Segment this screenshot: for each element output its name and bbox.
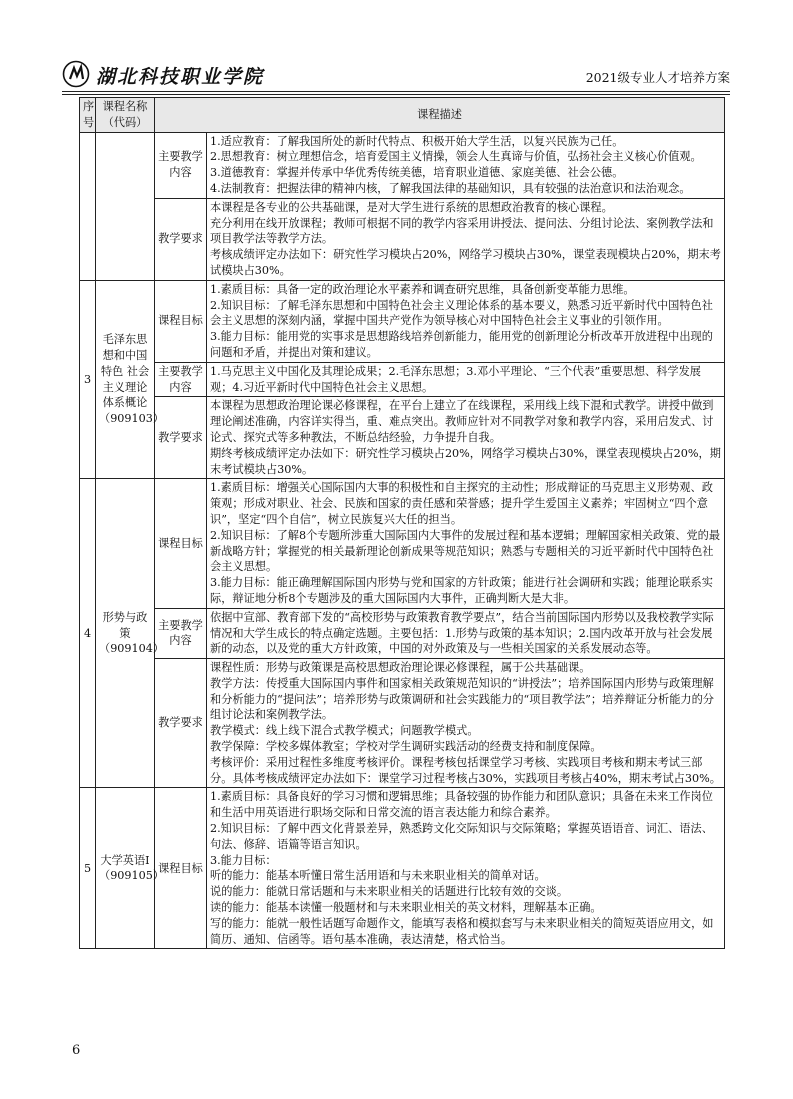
course-name	[96, 132, 155, 280]
description-line: 2.知识目标：了解毛泽东思想和中国特色社会主义理论体系的基本要义，熟悉习近平新时代中国特色社会主义思想的深刻内涵，掌握中国共产党作为领导核心对中国特色社会主义事业的引领作用。	[210, 298, 713, 328]
header-name: 课程名称（代码）	[96, 98, 155, 133]
row-number: 3	[80, 280, 96, 479]
table-row	[80, 479, 725, 608]
table-row	[80, 280, 725, 362]
header-rule	[62, 91, 730, 92]
description-line: 本课程是各专业的公共基础课，是对大学生进行系统的思想政治教育的核心课程。	[210, 200, 613, 214]
section-description	[207, 788, 725, 949]
description-line: 依据中宣部、教育部下发的“高校形势与政策教育教学要点”，结合当前国际国内形势以及我校教学实际情况和大学生成长的特点确定选题。主要包括：1.形势与政策的基本知识；2.国内改革开放与社会发展新的动态，以及党的重大方针政策，中国的对外政策及与一些相关国家的关系发展动态等。	[210, 610, 714, 656]
school-name: 湖北科技职业学院	[96, 66, 265, 88]
header-no: 序号	[80, 98, 96, 133]
description-line: 教学方法：传授重大国际国内事件和国家相关政策规范知识的“讲授法”；培养国际国内形势与政策理解和分析能力的“提问法”；培养形势与政策调研和社会实践能力的“项目教学法”；培养辩证分析能力的分组讨论法和案例教学法。	[210, 676, 714, 722]
description-line: 1.素质目标：增强关心国际国内大事的积极性和自主探究的主动性；形成辩证的马克思主义形势观、政策观；形成对职业、社会、民族和国家的责任感和荣誉感；提升学生爱国主义素养；牢固树立“四个意识”，坚定“四个自信”，树立民族复兴大任的担当。	[210, 481, 713, 526]
description-line: 考核评价：采用过程性多维度考核评价。课程考核包括课堂学习考核、实践项目考核和期末考试三部分。具体考核成绩评定办法如下：课堂学习过程考核占30%，实践项目考核占40%，期末考试占30%。	[210, 755, 721, 785]
description-line: 课程性质：形势与政策课是高校思想政治理论课必修课程，属于公共基础课。	[210, 661, 591, 675]
section-description	[207, 132, 725, 198]
section-description	[207, 479, 725, 608]
section-label: 教学要求	[155, 397, 207, 479]
section-description	[207, 280, 725, 362]
description-line: 3.能力目标：能用党的实事求是思想路线培养创新能力，能用党的创新理论分析改革开放进程中出现的问题和矛盾，并提出对策和建议。	[210, 330, 713, 359]
header-rule-thin	[62, 94, 730, 95]
section-description	[207, 362, 725, 397]
plan-title: 2021级专业人才培养方案	[585, 70, 730, 85]
table-row	[80, 397, 725, 479]
description-line: 2.知识目标：了解8个专题所涉重大国际国内大事件的发展过程和基本逻辑；理解国家相关政策、党的最新战略方针；掌握党的相关最新理论创新成果等规范知识；熟悉与专题相关的习近平新时代中国特色社会主义思想。	[210, 528, 721, 574]
description-line: 2.知识目标：了解中西文化背景差异，熟悉跨文化交际知识与交际策略；掌握英语语音、词汇、语法、句法、修辞、语篇等语言知识。	[210, 822, 713, 851]
section-label: 主要教学内容	[155, 132, 207, 198]
section-description	[207, 397, 725, 479]
section-label: 课程目标	[155, 788, 207, 949]
page-number: 6	[72, 1043, 81, 1058]
section-label: 教学要求	[155, 659, 207, 788]
description-line: 充分利用在线开放课程；教师可根据不同的教学内容采用讲授法、提问法、分组讨论法、案例教学法和项目教学法等教学方法。	[210, 216, 714, 246]
header-desc: 课程描述	[155, 98, 725, 133]
description-line: 4.法制教育：把握法律的精神内核，了解我国法律的基础知识，具有较强的法治意识和法治观念。	[210, 181, 691, 195]
description-line: 1.素质目标：具备良好的学习习惯和逻辑思维；具备较强的协作能力和团队意识；具备在未来工作岗位和生活中用英语进行职场交际和日常交流的语言表达能力和综合素养。	[210, 790, 713, 820]
section-label: 课程目标	[155, 280, 207, 362]
description-line: 考核成绩评定办法如下：研究性学习模块占20%，网络学习模块占30%，课堂表现模块占20%，期末考试模块占30%。	[210, 248, 721, 277]
section-description	[207, 198, 725, 280]
description-line: 教学保障：学校多媒体教室；学校对学生调研实践活动的经费支持和制度保障。	[210, 740, 602, 754]
section-description	[207, 659, 725, 788]
description-line: 1.素质目标：具备一定的政治理论水平素养和调查研究思维，具备创新变革能力思维。	[210, 282, 635, 296]
section-label: 教学要求	[155, 198, 207, 280]
table-row	[80, 788, 725, 949]
description-line: 3.道德教育：掌握并传承中华优秀传统美德，培育职业道德、家庭美德、社会公德。	[210, 166, 624, 180]
school-logo-icon	[62, 60, 90, 88]
table-header-row	[80, 98, 725, 133]
description-line: 听的能力：能基本听懂日常生活用语和与未来职业相关的简单对话。	[210, 869, 546, 883]
table-row	[80, 608, 725, 658]
row-number: 5	[80, 788, 96, 949]
description-line: 写的能力：能就一般性话题写命题作文，能填写表格和模拟套写与未来职业相关的简短英语应用文，如简历、通知、信函等。语句基本准确，表达清楚，格式恰当。	[210, 916, 714, 946]
description-line: 说的能力：能就日常话题和与未来职业相关的话题进行比较有效的交谈。	[210, 885, 569, 899]
row-number: 4	[80, 479, 96, 788]
table-row	[80, 659, 725, 788]
course-name: 大学英语Ⅰ（909105）	[96, 788, 155, 949]
course-name: 毛泽东思想和中国特色 社会主义理论体系概论（909103）	[96, 280, 155, 479]
description-line: 教学模式：线上线下混合式教学模式；问题教学模式。	[210, 724, 479, 738]
description-line: 期终考核成绩评定办法如下：研究性学习模块占20%，网络学习模块占30%，课堂表现模块占20%，期末考试模块占30%。	[210, 446, 721, 476]
row-number	[80, 132, 96, 280]
description-line: 3.能力目标：	[210, 853, 277, 867]
description-line: 3.能力目标：能正确理解国际国内形势与党和国家的方针政策；能进行社会调研和实践；能理论联系实际，辩证地分析8个专题涉及的重大国际国内大事件，正确判断大是大非。	[210, 576, 713, 605]
section-label: 主要教学内容	[155, 362, 207, 397]
course-table	[79, 97, 725, 949]
course-name: 形势与政策（909104）	[96, 479, 155, 788]
description-line: 1.适应教育：了解我国所处的新时代特点、积极开始大学生活，以复兴民族为己任。	[210, 134, 624, 148]
page-header	[62, 60, 730, 90]
table-row	[80, 198, 725, 280]
section-description	[207, 608, 725, 658]
description-line: 2.思想教育：树立理想信念，培育爱国主义情操，领会人生真谛与价值，弘扬社会主义核心价值观。	[210, 150, 702, 164]
table-row	[80, 362, 725, 397]
description-line: 读的能力：能基本读懂一般题材和与未来职业相关的英文材料，理解基本正确。	[210, 901, 602, 915]
description-line: 1.马克思主义中国化及其理论成果；2.毛泽东思想；3.邓小平理论、“三个代表”重要思想、科学发展观；4.习近平新时代中国特色社会主义思想。	[210, 364, 701, 394]
table-row	[80, 132, 725, 198]
section-label: 课程目标	[155, 479, 207, 608]
description-line: 本课程为思想政治理论课必修课程，在平台上建立了在线课程，采用线上线下混和式教学。讲授中做到理论阐述准确，内容详实得当，重、难点突出。教师应针对不同教学对象和教学内容，采用启发式、讨论式、探究式等多种教法，不断总结经验，力争提升自我。	[210, 399, 714, 444]
section-label: 主要教学内容	[155, 608, 207, 658]
